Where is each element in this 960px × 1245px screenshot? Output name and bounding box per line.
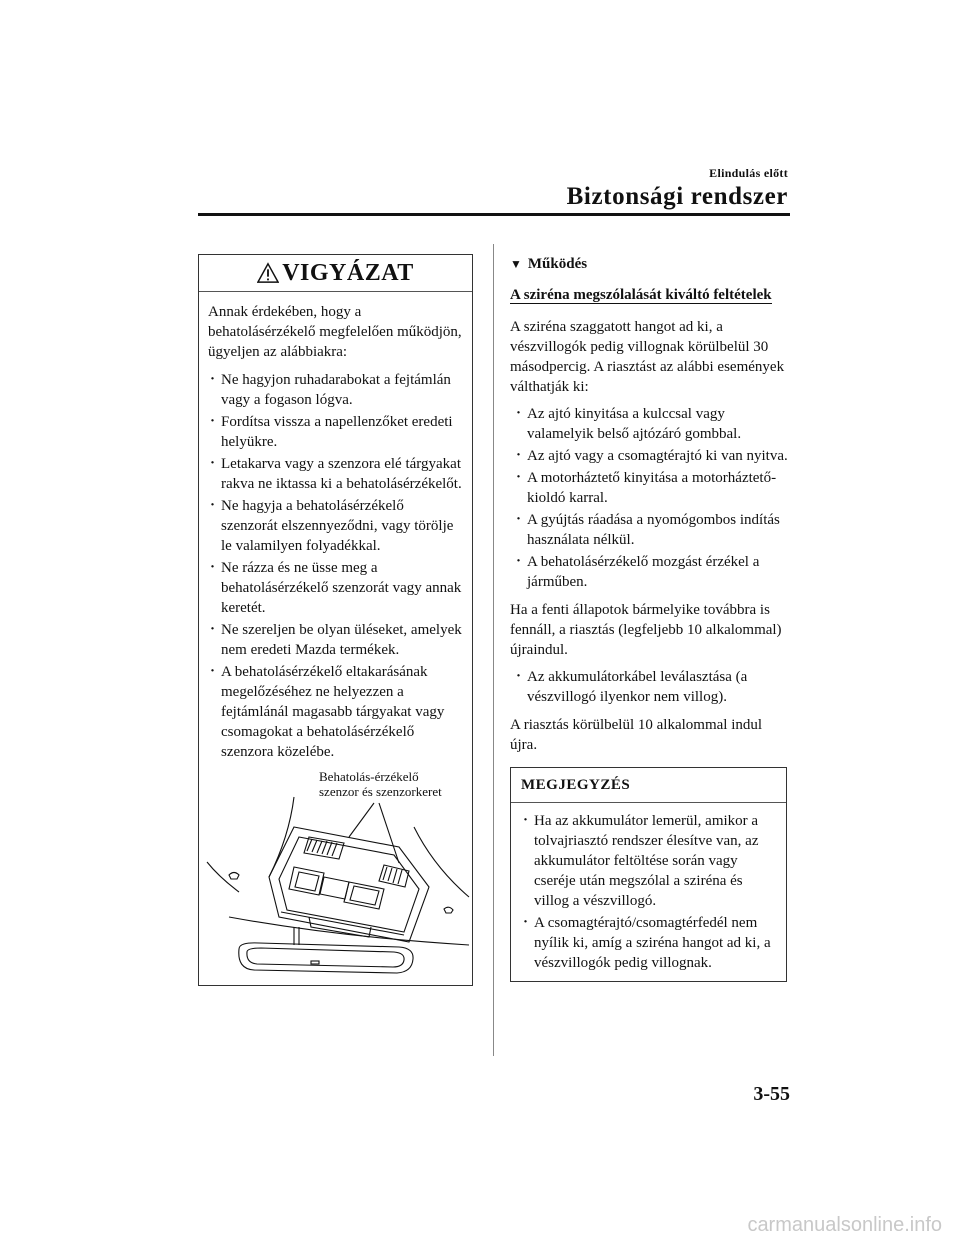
operation-heading bbox=[510, 254, 792, 274]
illustration-label-line-2: szenzor és szenzorkeret bbox=[319, 784, 442, 799]
battery-list bbox=[510, 667, 792, 707]
list-item: · A gyújtás ráadása a nyomógombos indítás használata nélkül. bbox=[514, 510, 792, 550]
list-item: · A behatolásérzékelő mozgást érzékel a járműben. bbox=[514, 552, 792, 592]
illustration-label bbox=[319, 769, 442, 799]
note-list bbox=[521, 811, 778, 973]
intrusion-sensor-illustration bbox=[199, 767, 472, 985]
list-item: · Fordítsa vissza a napellenzőket eredeti helyükre. bbox=[208, 412, 463, 452]
right-column bbox=[510, 254, 792, 982]
triangle-down-icon: ▼ bbox=[510, 257, 522, 271]
page-number: 3-55 bbox=[753, 1083, 790, 1105]
header-rule bbox=[198, 213, 790, 216]
list-item: · Letakarva vagy a szenzora elé tárgyakat rakva ne iktassa ki a behatolásérzékelőt. bbox=[208, 454, 463, 494]
warning-intro: Annak érdekében, hogy a behatolásérzékelő megfelelően működjön, ügyeljen az alábbiakra: bbox=[208, 304, 462, 360]
list-item: · Ha az akkumulátor lemerül, amikor a tolvajriasztó rendszer élesítve van, az akkumulátor feltöltése során vagy cseréje után megszólal a sziréna és villog a vészvillogó. bbox=[521, 811, 778, 911]
overhead-console-drawing bbox=[199, 767, 472, 985]
list-item: · A behatolásérzékelő eltakarásának megelőzéséhez ne helyezzen a fejtámlánál magasabb tárgyakat vagy csomagokat a behatolásérzékelő szenzora közelébe. bbox=[208, 662, 463, 762]
list-item: · Az ajtó vagy a csomagtérajtó ki van nyitva. bbox=[514, 446, 792, 466]
watermark: carmanualsonline.info bbox=[747, 1214, 942, 1236]
note-title: MEGJEGYZÉS bbox=[511, 768, 786, 803]
page-title: Biztonsági rendszer bbox=[566, 183, 788, 210]
list-item: · Ne hagyjon ruhadarabokat a fejtámlán vagy a fogason lógva. bbox=[208, 370, 463, 410]
section-name: Elindulás előtt bbox=[709, 166, 788, 180]
warning-body bbox=[199, 292, 472, 762]
operation-paragraph-1: A sziréna szaggatott hangot ad ki, a vészvillogók pedig villognak körülbelül 30 másodpercig. A riasztást az alábbi események válthatják ki: bbox=[510, 319, 785, 395]
operation-heading-text: Működés bbox=[527, 256, 588, 272]
trigger-list bbox=[510, 404, 792, 592]
list-item: · Ne hagyja a behatolásérzékelő szenzorát elszennyeződni, vagy törölje le valamilyen folyadékkal. bbox=[208, 496, 463, 556]
warning-list bbox=[208, 370, 463, 762]
warning-triangle-icon bbox=[257, 262, 279, 284]
list-item: · Az ajtó kinyitása a kulccsal vagy valamelyik belső ajtózáró gombbal. bbox=[514, 404, 792, 444]
warning-box bbox=[198, 254, 473, 986]
column-divider bbox=[493, 244, 494, 1056]
list-item: · Az akkumulátorkábel leválasztása (a vészvillogó ilyenkor nem villog). bbox=[514, 667, 792, 707]
list-item: · Ne szereljen be olyan üléseket, amelyek nem eredeti Mazda termékek. bbox=[208, 620, 463, 660]
note-box bbox=[510, 767, 787, 982]
list-item: · A csomagtérajtó/csomagtérfedél nem nyílik ki, amíg a sziréna hangot ad ki, a vészvillogók pedig villognak. bbox=[521, 913, 778, 973]
operation-paragraph-2: Ha a fenti állapotok bármelyike továbbra is fennáll, a riasztás (legfeljebb 10 alkalommal) újraindul. bbox=[510, 602, 782, 658]
warning-title: VIGYÁZAT bbox=[282, 259, 414, 286]
operation-paragraph-3: A riasztás körülbelül 10 alkalommal indul újra. bbox=[510, 717, 763, 753]
list-item: · Ne rázza és ne üsse meg a behatolásérzékelő szenzorát vagy annak keretét. bbox=[208, 558, 463, 618]
list-item: · A motorháztető kinyitása a motorháztető-kioldó karral. bbox=[514, 468, 792, 508]
siren-conditions-heading: A sziréna megszólalását kiváltó feltételek bbox=[510, 287, 772, 303]
note-body bbox=[511, 803, 786, 981]
warning-title-row bbox=[199, 255, 472, 292]
illustration-label-line-1: Behatolás-érzékelő bbox=[319, 769, 419, 784]
